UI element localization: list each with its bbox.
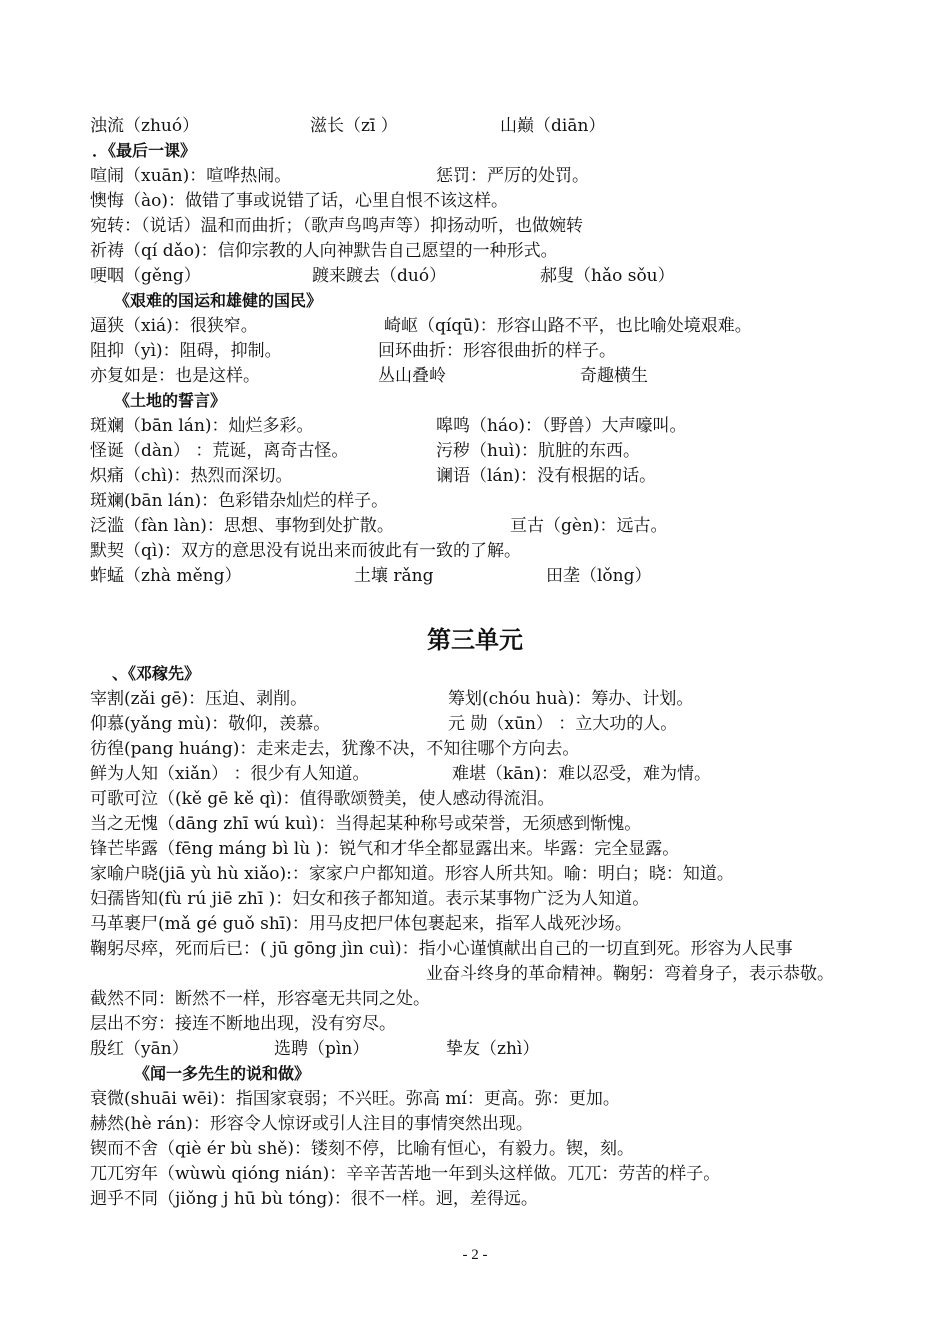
- vocab-row: 鞠躬尽瘁，死而后已：( jū gōng jìn cuì)：指小心谨慎献出自己的一切直到死。形容为人民事: [90, 939, 793, 959]
- vocab-row: 兀兀穷年（wùwù qióng nián)：辛辛苦苦地一年到头这样做。兀兀：劳苦的样子。: [90, 1164, 721, 1184]
- vocab-row: 迥乎不同（jiǒng j hū bù tóng)：很不一样。迥，差得远。: [90, 1189, 538, 1209]
- vocab-entry: 哽咽（gěng）: [90, 266, 201, 286]
- vocab-entry: 怪诞（dàn） ：荒诞，离奇古怪。: [90, 441, 349, 461]
- vocab-entry: 郝叟（hǎo sǒu）: [540, 266, 675, 286]
- vocab-entry: 斑斓（bān lán)：灿烂多彩。: [90, 416, 314, 436]
- vocab-entry: 鲜为人知（xiǎn） ：很少有人知道。: [90, 764, 370, 784]
- page-number: - 2 -: [462, 1247, 488, 1263]
- unit-title: 第三单元: [427, 626, 523, 654]
- lesson-heading: 、《邓稼先》: [112, 664, 201, 683]
- vocab-entry: 嗥鸣（háo)：（野兽）大声嚎叫。: [436, 416, 687, 436]
- vocab-row: 截然不同：断然不一样，形容毫无共同之处。: [90, 989, 430, 1009]
- vocab-row: 可歌可泣（(kě gē kě qì)：值得歌颂赞美，使人感动得流泪。: [90, 789, 555, 809]
- vocab-entry: 仰慕(yǎng mù)：敬仰，羡慕。: [90, 714, 331, 734]
- vocab-entry: 丛山叠岭: [378, 366, 446, 386]
- vocab-entry: 土壤 rǎng: [354, 566, 434, 586]
- vocab-row: 祈祷（qí dǎo)：信仰宗教的人向神默告自己愿望的一种形式。: [90, 241, 558, 261]
- vocab-row: 妇孺皆知(fù rú jiē zhī )：妇女和孩子都知道。表示某事物广泛为人知道。: [90, 889, 650, 909]
- vocab-entry: 滋长（zī ）: [310, 116, 398, 136]
- vocab-entry: 奇趣横生: [580, 366, 648, 386]
- vocab-entry: 殷红（yān）: [90, 1039, 189, 1059]
- vocab-entry: 山巅（diān）: [500, 116, 606, 136]
- vocab-entry: 喧闹（xuān)：喧哗热闹。: [90, 166, 292, 186]
- vocab-entry: 浊流（zhuó）: [90, 116, 200, 136]
- lesson-heading: 《闻一多先生的说和做》: [134, 1064, 311, 1083]
- vocab-entry: 难堪（kān)：难以忍受，难为情。: [452, 764, 712, 784]
- lesson-heading: ．《最后一课》: [92, 141, 197, 160]
- vocab-entry: 污秽（huì)：肮脏的东西。: [436, 441, 640, 461]
- vocab-row-continuation: 业奋斗终身的革命精神。鞠躬：弯着身子，表示恭敬。: [426, 964, 834, 984]
- vocab-entry: 逼狭（xiá)：很狭窄。: [90, 316, 258, 336]
- vocab-row: 懊悔（ào)：做错了事或说错了话，心里自恨不该这样。: [90, 191, 509, 211]
- vocab-entry: 回环曲折：形容很曲折的样子。: [378, 341, 616, 361]
- vocab-row: 宛转：（说话）温和而曲折；（歌声鸟鸣声等）抑扬动听，也做婉转: [90, 216, 583, 236]
- vocab-row: 衰微(shuāi wēi)：指国家衰弱；不兴旺。弥高 mí：更高。弥：更加。: [90, 1089, 620, 1109]
- vocab-entry: 崎岖（qíqū)：形容山路不平，也比喻处境艰难。: [384, 316, 752, 336]
- vocab-entry: 踱来踱去（duó）: [312, 266, 447, 286]
- vocab-entry: 泛滥（fàn làn)：思想、事物到处扩散。: [90, 516, 394, 536]
- vocab-entry: 田垄（lǒng）: [546, 566, 652, 586]
- lesson-heading: 《土地的誓言》: [114, 391, 227, 410]
- vocab-entry: 挚友（zhì）: [446, 1039, 540, 1059]
- vocab-entry: 蚱蜢（zhà měng）: [90, 566, 242, 586]
- vocab-entry: 宰割(zǎi gē)：压迫、剥削。: [90, 689, 308, 709]
- lesson-heading: 《艰难的国运和雄健的国民》: [114, 291, 323, 310]
- vocab-entry: 选聘（pìn）: [274, 1039, 370, 1059]
- vocab-row: 马革裹尸(mǎ gé guǒ shī)：用马皮把尸体包裹起来，指军人战死沙场。: [90, 914, 632, 934]
- vocab-row: 层出不穷：接连不断地出现，没有穷尽。: [90, 1014, 396, 1034]
- vocab-entry: 惩罚：严厉的处罚。: [436, 166, 589, 186]
- vocab-entry: 亦复如是：也是这样。: [90, 366, 260, 386]
- vocab-entry: 亘古（gèn)：远古。: [510, 516, 668, 536]
- vocab-row: 当之无愧（dāng zhī wú kuì)：当得起某种称号或荣誉，无须感到惭愧。: [90, 814, 642, 834]
- vocab-row: 默契（qì)：双方的意思没有说出来而彼此有一致的了解。: [90, 541, 521, 561]
- vocab-entry: 谰语（lán)：没有根据的话。: [436, 466, 657, 486]
- vocab-row: 家喻户晓(jiā yù hù xiǎo):：家家户户都知道。形容人所共知。喻：明白；晓：知道。: [90, 864, 734, 884]
- vocab-row: 彷徨(pang huáng)：走来走去，犹豫不决，不知往哪个方向去。: [90, 739, 580, 759]
- vocab-row: 斑斓(bān lán)：色彩错杂灿烂的样子。: [90, 491, 389, 511]
- vocab-row: 锲而不舍（qiè ér bù shě)：镂刻不停，比喻有恒心，有毅力。锲，刻。: [90, 1139, 634, 1159]
- vocab-entry: 筹划(chóu huà)：筹办、计划。: [448, 689, 694, 709]
- vocab-entry: 炽痛（chì)：热烈而深切。: [90, 466, 293, 486]
- vocab-entry: 阻抑（yì)：阻碍，抑制。: [90, 341, 282, 361]
- vocab-entry: 元 勋（xūn） ：立大功的人。: [448, 714, 678, 734]
- vocab-row: 赫然(hè rán)：形容令人惊讶或引人注目的事情突然出现。: [90, 1114, 533, 1134]
- vocab-row: 锋芒毕露（fēng máng bì lù )：锐气和才华全都显露出来。毕露：完全显露。: [90, 839, 680, 859]
